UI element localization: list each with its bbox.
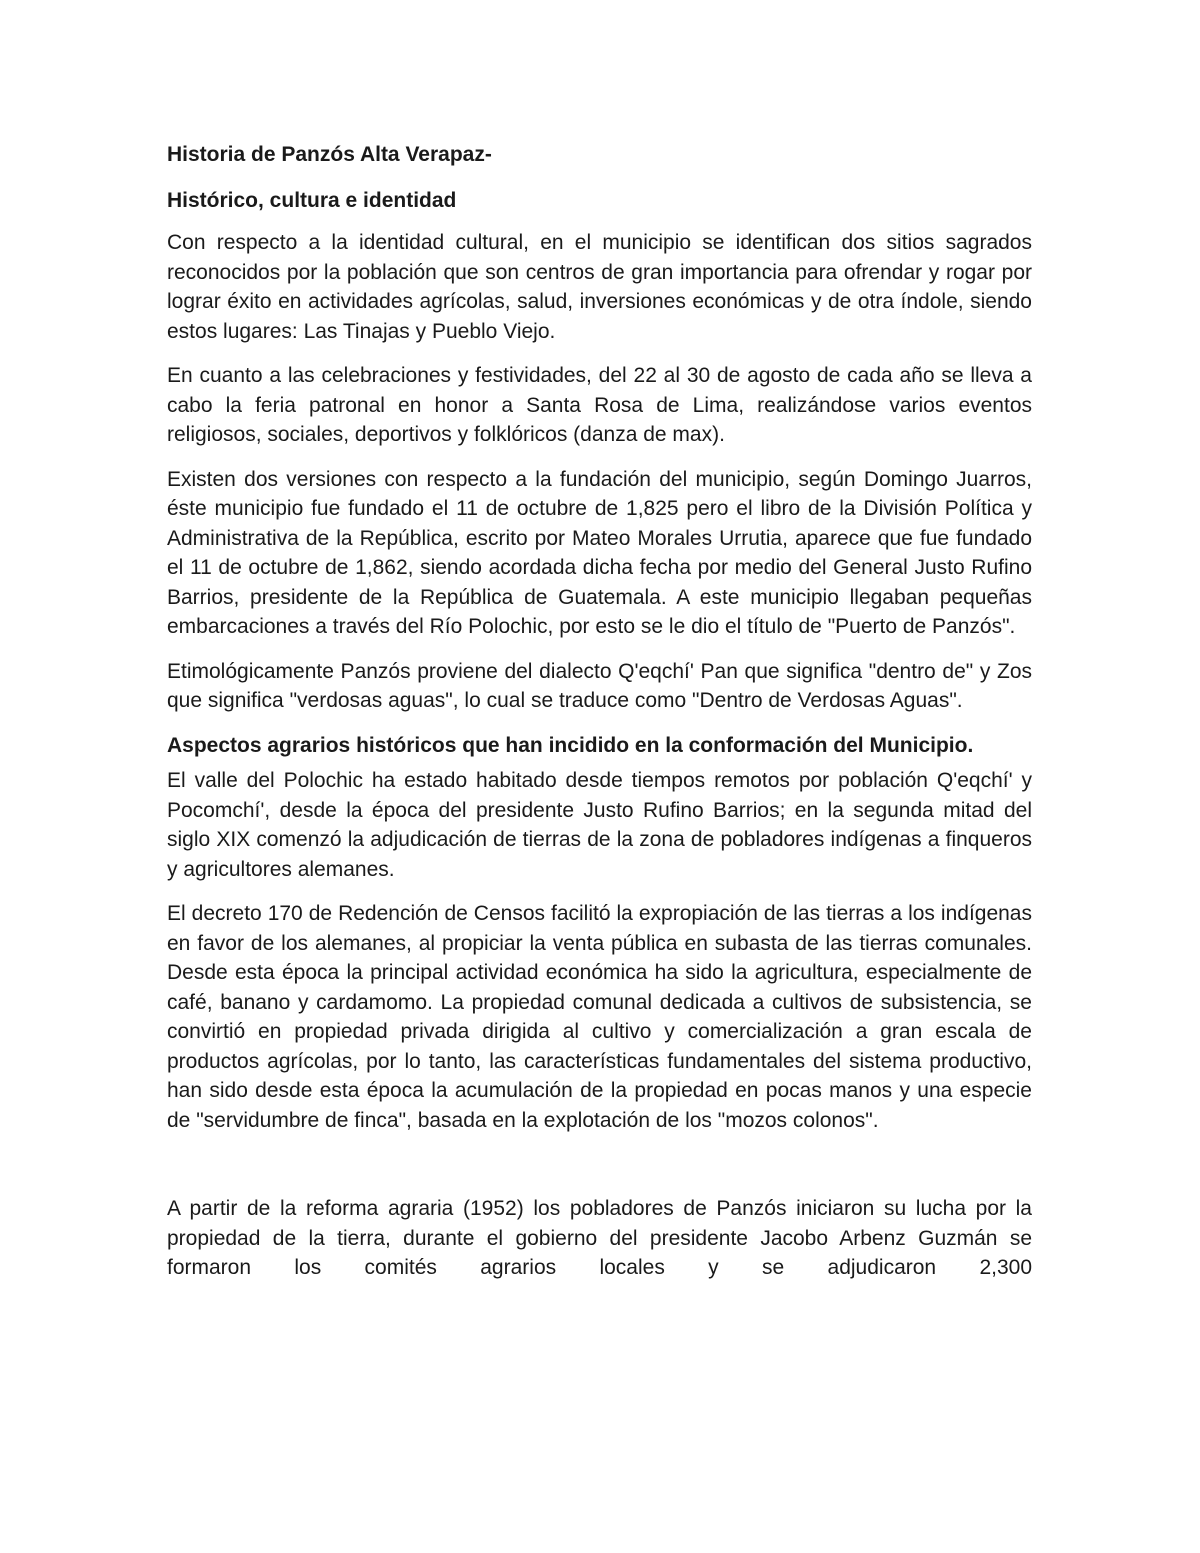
paragraph-valle-polochic: El valle del Polochic ha estado habitado desde tiempos remotos por población Q'eqchí' y Pocomchí', desde la época del presidente Justo Rufino Barrios; en la segunda mitad del siglo XIX comenzó la adjudicación de tierras de la zona de pobladores indígenas a finqueros y agricultores alemanes. (167, 769, 1032, 881)
document-title: Historia de Panzós Alta Verapaz- (167, 143, 492, 166)
paragraph-decreto-170: El decreto 170 de Redención de Censos facilitó la expropiación de las tierras a los indígenas en favor de los alemanes, al propiciar la venta pública en subasta de las tierras comunales. Desde esta época la principal actividad económica ha sido la agricultura, especialmente de café, banano y cardamomo. La propiedad comunal dedicada a cultivos de subsistencia, se convirtió en propiedad privada dirigida al cultivo y comercialización a gran escala de productos agrícolas, por lo tanto, las características fundamentales del sistema productivo, han sido desde esta época la acumulación de la propiedad en pocas manos y una especie de "servidumbre de finca", basada en la explotación de los "mozos colonos". (167, 902, 1032, 1132)
paragraph-etimologia: Etimológicamente Panzós proviene del dialecto Q'eqchí' Pan que significa "dentro de" y Zos que significa "verdosas aguas", lo cual se traduce como "Dentro de Verdosas Aguas". (167, 659, 1032, 712)
blank-line (167, 1150, 1032, 1194)
paragraph-fundacion: Existen dos versiones con respecto a la fundación del municipio, según Domingo Juarros, éste municipio fue fundado el 11 de octubre de 1,825 pero el libro de la División Política y Administrativa de la República, escrito por Mateo Morales Urrutia, aparece que fue fundado el 11 de octubre de 1,862, siendo acordada dicha fecha por medio del General Justo Rufino Barrios, presidente de la República de Guatemala. A este municipio llegaban pequeñas embarcaciones a través del Río Polochic, por esto se le dio el título de "Puerto de Panzós". (167, 467, 1032, 638)
paragraph-identidad-cultural: Con respecto a la identidad cultural, en el municipio se identifican dos sitios sagrados reconocidos por la población que son centros de gran importancia para ofrendar y rogar por lograr éxito en actividades agrícolas, salud, inversiones económicas y de otra índole, siendo estos lugares: Las Tinajas y Pueblo Viejo. (167, 231, 1032, 343)
section-heading-aspectos-agrarios: Aspectos agrarios históricos que han incidido en la conformación del Municipio. (167, 733, 974, 757)
paragraph-festividades: En cuanto a las celebraciones y festividades, del 22 al 30 de agosto de cada año se lleva a cabo la feria patronal en honor a Santa Rosa de Lima, realizándose varios eventos religiosos, sociales, deportivos y folklóricos (danza de max). (167, 364, 1032, 446)
document-subtitle: Histórico, cultura e identidad (167, 188, 457, 212)
document-page (167, 140, 1032, 1298)
paragraph-reforma-agraria: A partir de la reforma agraria (1952) los pobladores de Panzós iniciaron su lucha por la propiedad de la tierra, durante el gobierno del presidente Jacobo Arbenz Guzmán se formaron los comités agrarios locales y se adjudicaron 2,300 (167, 1197, 1032, 1279)
